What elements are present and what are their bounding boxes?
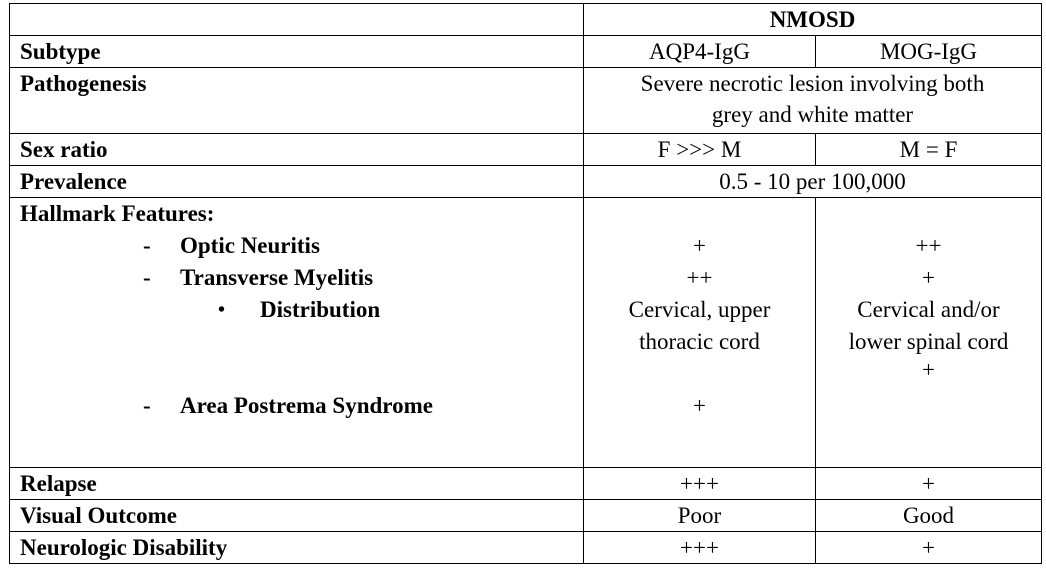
transverse-myelitis-label: Transverse Myelitis [180, 265, 374, 290]
hallmark-item-area-postrema [20, 390, 583, 422]
sex-ratio-aqp4: F >>> M [584, 134, 816, 166]
row-label-hallmark [10, 198, 584, 468]
optic-neuritis-mog: ++ [915, 233, 942, 258]
hallmark-heading: Hallmark Features: [20, 201, 215, 226]
table-row [10, 36, 1042, 68]
subtype-aqp4: AQP4-IgG [584, 36, 816, 68]
hallmark-spacer [20, 326, 583, 358]
optic-neuritis-label: Optic Neuritis [180, 233, 320, 258]
row-label-neurologic-disability: Neurologic Disability [10, 532, 584, 564]
dash-marker: - [143, 233, 151, 258]
row-label-pathogenesis: Pathogenesis [10, 68, 584, 134]
relapse-mog: + [816, 468, 1042, 500]
prevalence-value: 0.5 - 10 per 100,000 [584, 166, 1042, 198]
row-label-relapse: Relapse [10, 468, 584, 500]
hallmark-item-distribution [20, 294, 583, 326]
dash-marker: - [143, 393, 151, 418]
hallmark-mog-spacer [816, 198, 1041, 230]
bullet-icon: • [218, 299, 226, 321]
dash-marker: - [143, 265, 151, 290]
table-header-row [10, 4, 1042, 36]
table-row [10, 500, 1042, 532]
row-label-subtype: Subtype [10, 36, 584, 68]
hallmark-item-optic [20, 230, 583, 262]
header-empty-cell [10, 4, 584, 36]
distribution-label: Distribution [260, 297, 381, 322]
neurologic-disability-aqp4: +++ [584, 532, 816, 564]
area-postrema-aqp4: + [693, 393, 706, 418]
row-label-prevalence: Prevalence [10, 166, 584, 198]
pathogenesis-value [584, 68, 1042, 134]
pathogenesis-line1: Severe necrotic lesion involving both [640, 71, 985, 96]
sex-ratio-mog: M = F [816, 134, 1042, 166]
relapse-aqp4: +++ [584, 468, 816, 500]
table-row [10, 134, 1042, 166]
table-row [10, 68, 1042, 134]
table-row [10, 166, 1042, 198]
hallmark-aqp4-column [584, 198, 816, 468]
distribution-aqp4-line2: thoracic cord [639, 329, 760, 354]
distribution-aqp4-line1: Cervical, upper [628, 297, 771, 322]
visual-outcome-mog: Good [816, 500, 1042, 532]
distribution-mog-line1: Cervical and/or [857, 297, 1000, 322]
pathogenesis-line2: grey and white matter [711, 102, 914, 127]
area-postrema-label: Area Postrema Syndrome [180, 393, 433, 418]
hallmark-aqp4-spacer [584, 198, 815, 230]
neurologic-disability-mog: + [816, 532, 1042, 564]
table-row [10, 532, 1042, 564]
distribution-mog-line2: lower spinal cord [848, 329, 1009, 354]
transverse-myelitis-mog: + [922, 265, 935, 290]
optic-neuritis-aqp4: + [693, 233, 706, 258]
header-nmosd: NMOSD [584, 4, 1042, 36]
hallmark-aqp4-spacer [584, 358, 815, 390]
hallmark-mog-column [816, 198, 1042, 468]
transverse-myelitis-aqp4: ++ [686, 265, 713, 290]
hallmark-spacer [20, 358, 583, 390]
hallmark-item-transverse [20, 262, 583, 294]
table-row [10, 468, 1042, 500]
subtype-mog: MOG-IgG [816, 36, 1042, 68]
visual-outcome-aqp4: Poor [584, 500, 816, 532]
table-row-hallmark [10, 198, 1042, 468]
row-label-visual-outcome: Visual Outcome [10, 500, 584, 532]
distribution-mog-line3: + [922, 357, 935, 382]
nmosd-comparison-table [9, 3, 1042, 564]
row-label-sex-ratio: Sex ratio [10, 134, 584, 166]
